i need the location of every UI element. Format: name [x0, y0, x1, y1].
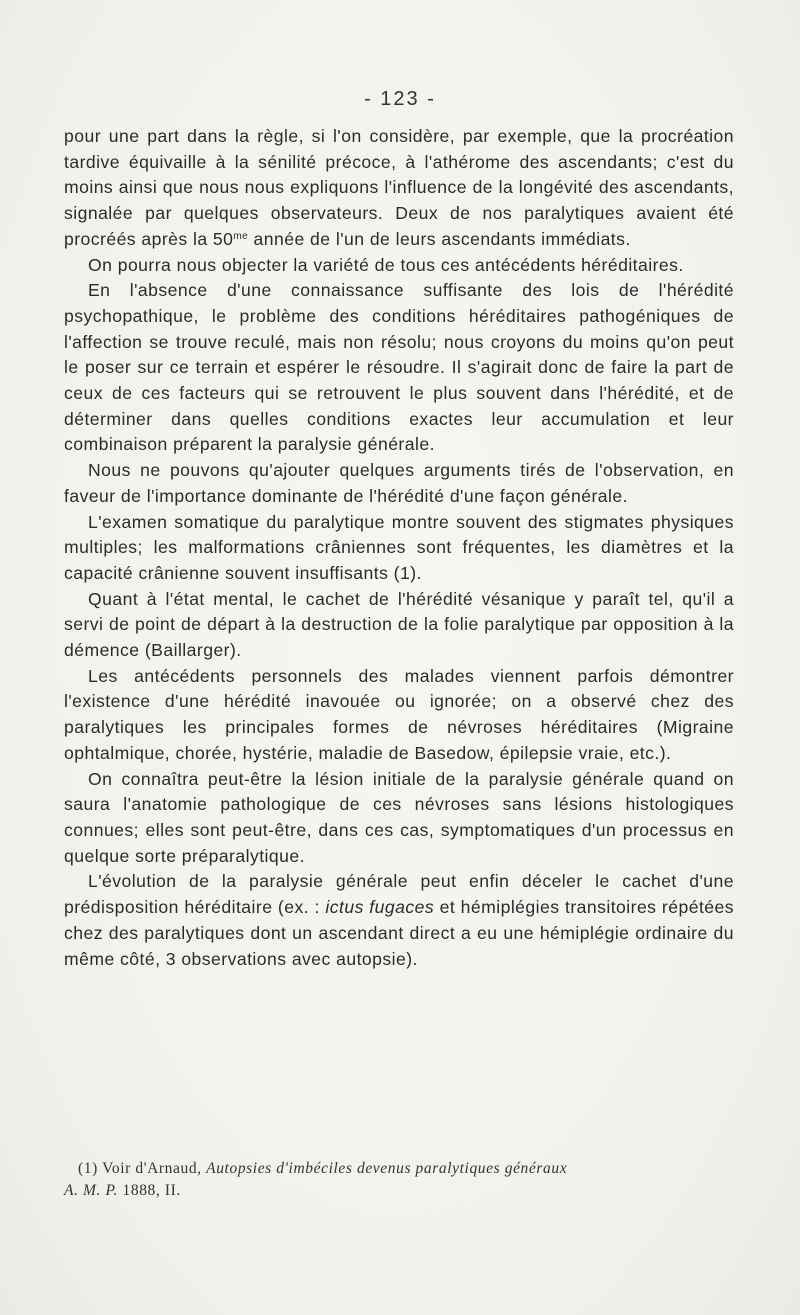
paragraph-2: On pourra nous objecter la variété de tous ces antécédents héréditaires.	[88, 254, 684, 275]
footnote-source: A. M. P.	[64, 1182, 119, 1199]
footnote-title: Autopsies d'imbéciles devenus paralytiques généraux	[206, 1160, 568, 1177]
page-number: - 123 -	[364, 88, 436, 110]
footnote-line: (1) Voir d'Arnaud, Autopsies d'imbéciles devenus paralytiques généraux	[78, 1160, 568, 1177]
paragraph-1: pour une part dans la règle, si l'on considère, par exemple, que la procréation tardive équivaille à la sénilité précoce, à l'athérome des ascendants; c'est du moins ainsi que nous nous expliquons l'influence de la longévité des ascendants, signalée par quelques observateurs. Deux de nos paralytiques avaient été procréés après la $50^{me}$ année de l'un de leurs ascendants immédiats.	[64, 126, 734, 249]
paragraph-8: On connaîtra peut-être la lésion initiale de la paralysie générale quand on saura l'anatomie pathologique de ces névroses sans lésions histologiques connues; elles sont peut-être, dans ces cas, symptomatiques d'un processus en quelque sorte préparalytique.	[64, 768, 734, 866]
superscript-me: me	[233, 230, 249, 242]
footnote	[64, 1158, 734, 1202]
footnote-line-2: A. M. P. 1888, II.	[64, 1182, 181, 1199]
paragraph-6: Quant à l'état mental, le cachet de l'hérédité vésanique y paraît tel, qu'il a servi de point de départ à la destruction de la folie paralytique par opposition à la démence (Baillarger).	[64, 588, 734, 661]
paragraph-7: Les antécédents personnels des malades viennent parfois démontrer l'existence d'une hérédité inavouée ou ignorée; on a observé chez des paralytiques les principales formes de névroses héréditaires (Migraine ophtalmique, chorée, hystérie, maladie de Basedow, épilepsie vraie, etc.).	[64, 665, 734, 763]
paragraph-3: En l'absence d'une connaissance suffisante des lois de l'hérédité psychopathique, le problème des conditions héréditaires pathogéniques de l'affection se trouve reculé, mais non résolu; nous croyons du moins qu'on peut le poser sur ce terrain et espérer le résoudre. Il s'agirait donc de faire la part de ceux de ces facteurs qui se retrouvent le plus souvent dans l'hérédité, et de déterminer dans quelles conditions exactes leur accumulation et leur combinaison préparent la paralysie générale.	[64, 280, 734, 455]
italic-term: ictus fugaces	[325, 897, 435, 918]
paragraph-5: L'examen somatique du paralytique montre souvent des stigmates physiques multiples; les malformations crâniennes sont fréquentes, les diamètres et la capacité crânienne souvent insuffisants (1).	[64, 511, 734, 583]
paragraph-9: L'évolution de la paralysie générale peut enfin déceler le cachet d'une prédisposition héréditaire (ex. : ictus fugaces et hémiplégies transitoires répétées chez des paralytiques dont un ascendant direct a eu une hémiplégie ordinaire du même côté, 3 observations avec autopsie).	[64, 871, 734, 969]
body-text	[64, 124, 734, 972]
paragraph-4: Nous ne pouvons qu'ajouter quelques arguments tirés de l'observation, en faveur de l'importance dominante de l'hérédité d'une façon générale.	[64, 460, 734, 506]
